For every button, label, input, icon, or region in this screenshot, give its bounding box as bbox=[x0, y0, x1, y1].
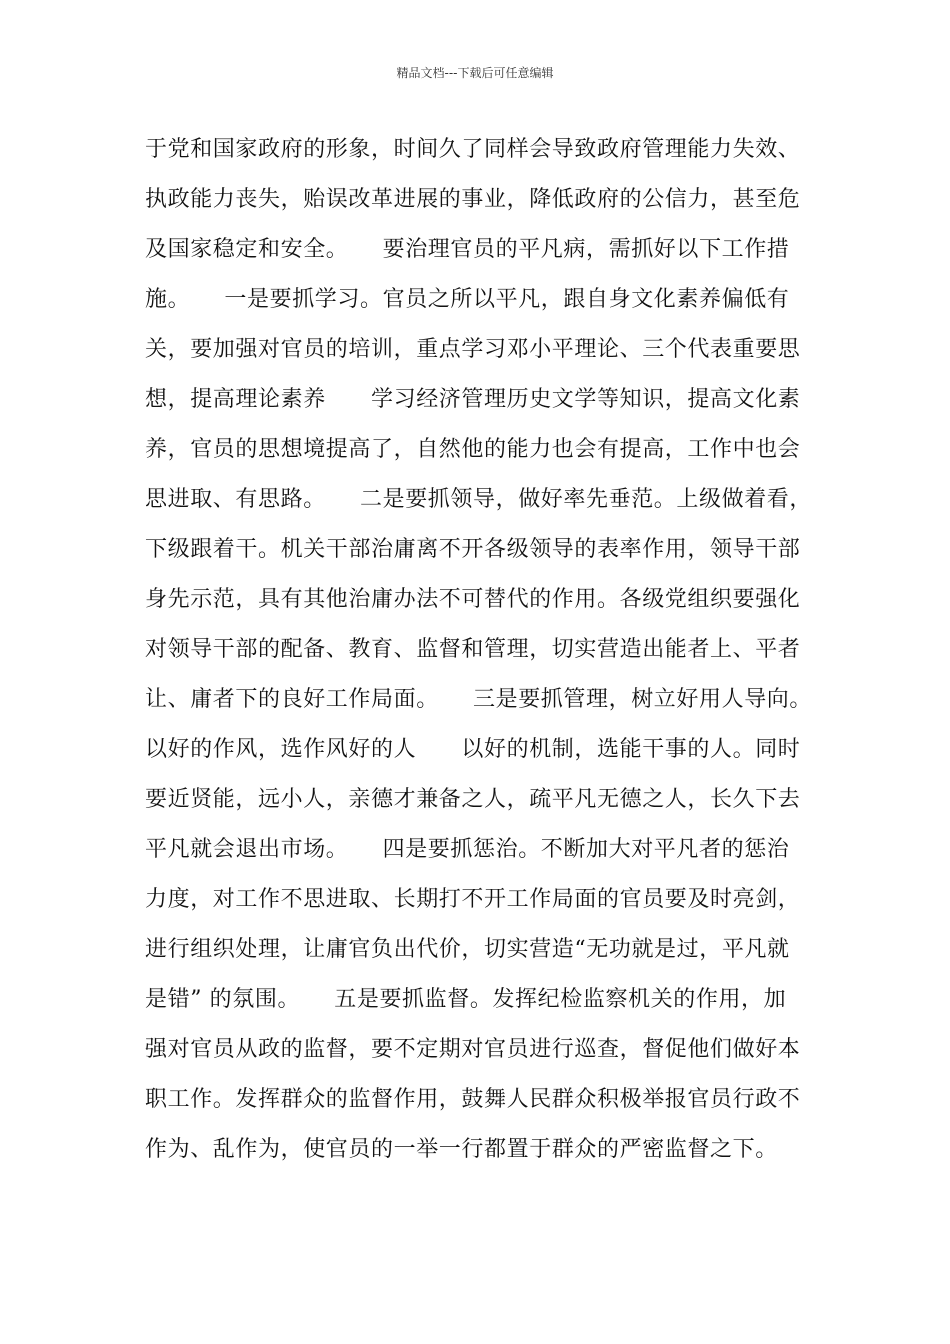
text-line: 下级跟着干。机关干部治庸离不开各级领导的表率作用，领导干部 bbox=[145, 537, 801, 562]
text-line: 于党和国家政府的形象，时间久了同样会导致政府管理能力失效、 bbox=[145, 137, 801, 162]
text-line: 关，要加强对官员的培训，重点学习邓小平理论、三个代表重要思 bbox=[145, 337, 801, 362]
text-line: 进行组织处理，让庸官负出代价，切实营造“无功就是过，平凡就 bbox=[145, 937, 790, 962]
text-line: 对领导干部的配备、教育、监督和管理，切实营造出能者上、平者 bbox=[145, 637, 801, 662]
text-line: 养，官员的思想境提高了，自然他的能力也会有提高，工作中也会 bbox=[145, 437, 801, 462]
text-line: 要近贤能，远小人，亲德才兼备之人，疏平凡无德之人，长久下去 bbox=[145, 787, 801, 812]
text-line: 让、庸者下的良好工作局面。 三是要抓管理，树立好用人导向。 bbox=[145, 687, 813, 712]
page-header: 精品文档---下载后可任意编辑 bbox=[396, 66, 554, 80]
body-text bbox=[145, 128, 835, 1178]
text-line: 及国家稳定和安全。 要治理官员的平凡病，需抓好以下工作措 bbox=[145, 237, 790, 262]
text-line: 平凡就会退出市场。 四是要抓惩治。不断加大对平凡者的惩治 bbox=[145, 837, 790, 862]
text-line: 职工作。发挥群众的监督作用，鼓舞人民群众积极举报官员行政不 bbox=[145, 1087, 801, 1112]
text-line: 思进取、有思路。 二是要抓领导，做好率先垂范。上级做着看， bbox=[145, 487, 813, 512]
text-line: 想，提高理论素养 学习经济管理历史文学等知识，提高文化素 bbox=[145, 387, 801, 412]
text-line: 是错” 的氛围。 五是要抓监督。发挥纪检监察机关的作用，加 bbox=[145, 987, 787, 1012]
text-line: 执政能力丧失，贻误改革进展的事业，降低政府的公信力，甚至危 bbox=[145, 187, 801, 212]
text-line: 以好的作风，选作风好的人 以好的机制，选能干事的人。同时 bbox=[145, 737, 801, 762]
text-line: 强对官员从政的监督，要不定期对官员进行巡查，督促他们做好本 bbox=[145, 1037, 801, 1062]
text-line: 力度，对工作不思进取、长期打不开工作局面的官员要及时亮剑， bbox=[145, 887, 801, 912]
text-line: 身先示范，具有其他治庸办法不可替代的作用。各级党组织要强化 bbox=[145, 587, 801, 612]
text-line: 施。 一是要抓学习。官员之所以平凡，跟自身文化素养偏低有 bbox=[145, 287, 790, 312]
text-line: 作为、乱作为，使官员的一举一行都置于群众的严密监督之下。 bbox=[145, 1137, 778, 1162]
